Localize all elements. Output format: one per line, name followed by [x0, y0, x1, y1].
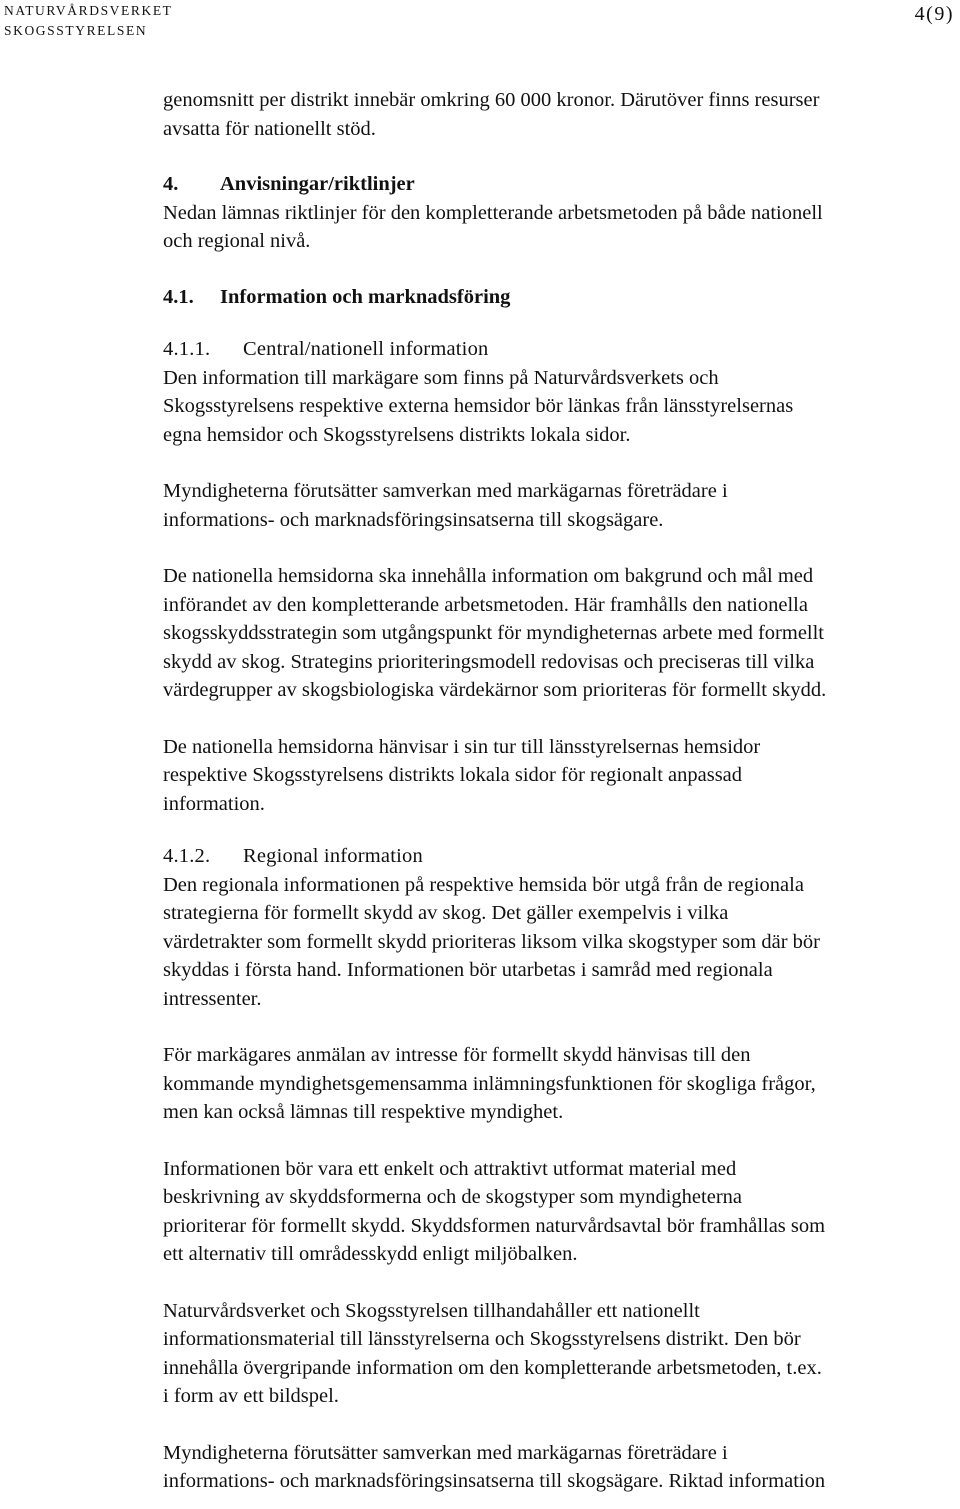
- text-line: skogsskyddsstrategin som utgångspunkt för myndigheternas arbete med formellt: [163, 622, 825, 644]
- text-line: avsatta för nationellt stöd.: [163, 117, 376, 140]
- section-number: 4.: [163, 173, 179, 195]
- header-organizations: [4, 1, 173, 41]
- text-line: information.: [163, 792, 265, 815]
- section-heading-4-1: [163, 283, 960, 312]
- text-line: genomsnitt per distrikt innebär omkring 60 000 kronor. Därutöver finns resurser: [163, 89, 820, 111]
- section-number: 4.1.2.: [163, 845, 211, 867]
- text-line: i form av ett bildspel.: [163, 1385, 339, 1407]
- text-line: informations- och marknadsföringsinsatserna till skogsägare. Riktad information: [163, 1470, 826, 1492]
- text-line: För markägares anmälan av intresse för formellt skydd hänvisas till den: [163, 1044, 751, 1066]
- section-title: Anvisningar/riktlinjer: [220, 173, 415, 195]
- header-org-line-2: SKOGSSTYRELSEN: [4, 23, 148, 38]
- page-number: 4(9): [914, 3, 954, 25]
- text-line: skyddas i första hand. Informationen bör utarbetas i samråd med regionala: [163, 959, 773, 981]
- section-number: 4.1.: [163, 285, 194, 308]
- text-line: kommande myndighetsgemensamma inlämningsfunktionen för skogliga frågor,: [163, 1072, 816, 1095]
- text-line: Naturvårdsverket och Skogsstyrelsen tillhandahåller ett nationellt: [163, 1299, 700, 1322]
- text-line: Den information till markägare som finns på Naturvårdsverkets och: [163, 366, 719, 389]
- text-line: De nationella hemsidorna hänvisar i sin tur till länsstyrelsernas hemsidor: [163, 735, 761, 758]
- section-heading-4-1-1: [163, 335, 960, 364]
- text-line: beskrivning av skyddsformerna och de skogstyper som myndigheterna: [163, 1186, 743, 1208]
- text-line: och regional nivå.: [163, 230, 311, 252]
- text-line: prioriterar för formellt skydd. Skyddsformen naturvårdsavtal bör framhållas som: [163, 1214, 826, 1237]
- text-line: egna hemsidor och Skogsstyrelsens distrikts lokala sidor.: [163, 423, 631, 446]
- text-line: Nedan lämnas riktlinjer för den kompletterande arbetsmetoden på både nationell: [163, 201, 823, 224]
- section-title: Central/nationell information: [243, 338, 489, 360]
- text-line: strategierna för formellt skydd av skog. Det gäller exempelvis i vilka: [163, 902, 729, 924]
- section-title: Regional information: [243, 845, 423, 867]
- text-line: värdetrakter som formellt skydd prioriteras liksom vilka skogstyper som där bör: [163, 930, 821, 953]
- text-line: skydd av skog. Strategins prioriteringsmodell redovisas och preciseras till vilka: [163, 650, 815, 673]
- text-line: Informationen bör vara ett enkelt och attraktivt utformat material med: [163, 1157, 737, 1180]
- text-line: Skogsstyrelsens respektive externa hemsidor bör länkas från länsstyrelsernas: [163, 395, 794, 417]
- text-line: respektive Skogsstyrelsens distrikts lokala sidor för regionalt anpassad: [163, 764, 743, 786]
- text-line: innehålla övergripande information om den kompletterande arbetsmetoden, t.ex.: [163, 1356, 822, 1379]
- section-heading-4: [163, 170, 960, 199]
- text-line: intressenter.: [163, 987, 262, 1010]
- text-line: Den regionala informationen på respektive hemsida bör utgå från de regionala: [163, 873, 804, 896]
- document-body: [163, 86, 960, 1496]
- text-line: informations- och marknadsföringsinsatserna till skogsägare.: [163, 508, 664, 531]
- text-line: Myndigheterna förutsätter samverkan med markägarnas företrädare i: [163, 1441, 728, 1464]
- text-line: Myndigheterna förutsätter samverkan med markägarnas företrädare i: [163, 480, 728, 502]
- text-line: De nationella hemsidorna ska innehålla information om bakgrund och mål med: [163, 565, 814, 587]
- text-line: ett alternativ till områdesskydd enligt miljöbalken.: [163, 1243, 578, 1265]
- section-heading-4-1-2: [163, 842, 960, 871]
- header-org-line-1: NATURVÅRDSVERKET: [4, 3, 173, 18]
- section-title: Information och marknadsföring: [220, 285, 511, 308]
- text-line: införandet av den kompletterande arbetsmetoden. Här framhålls den nationella: [163, 593, 808, 616]
- section-number: 4.1.1.: [163, 338, 211, 360]
- text-line: men kan också lämnas till respektive myndighet.: [163, 1101, 564, 1123]
- text-line: informationsmaterial till länsstyrelserna och Skogsstyrelsens distrikt. Den bör: [163, 1328, 801, 1350]
- text-line: värdegrupper av skogsbiologiska värdekärnor som prioriteras för formellt skydd.: [163, 679, 827, 701]
